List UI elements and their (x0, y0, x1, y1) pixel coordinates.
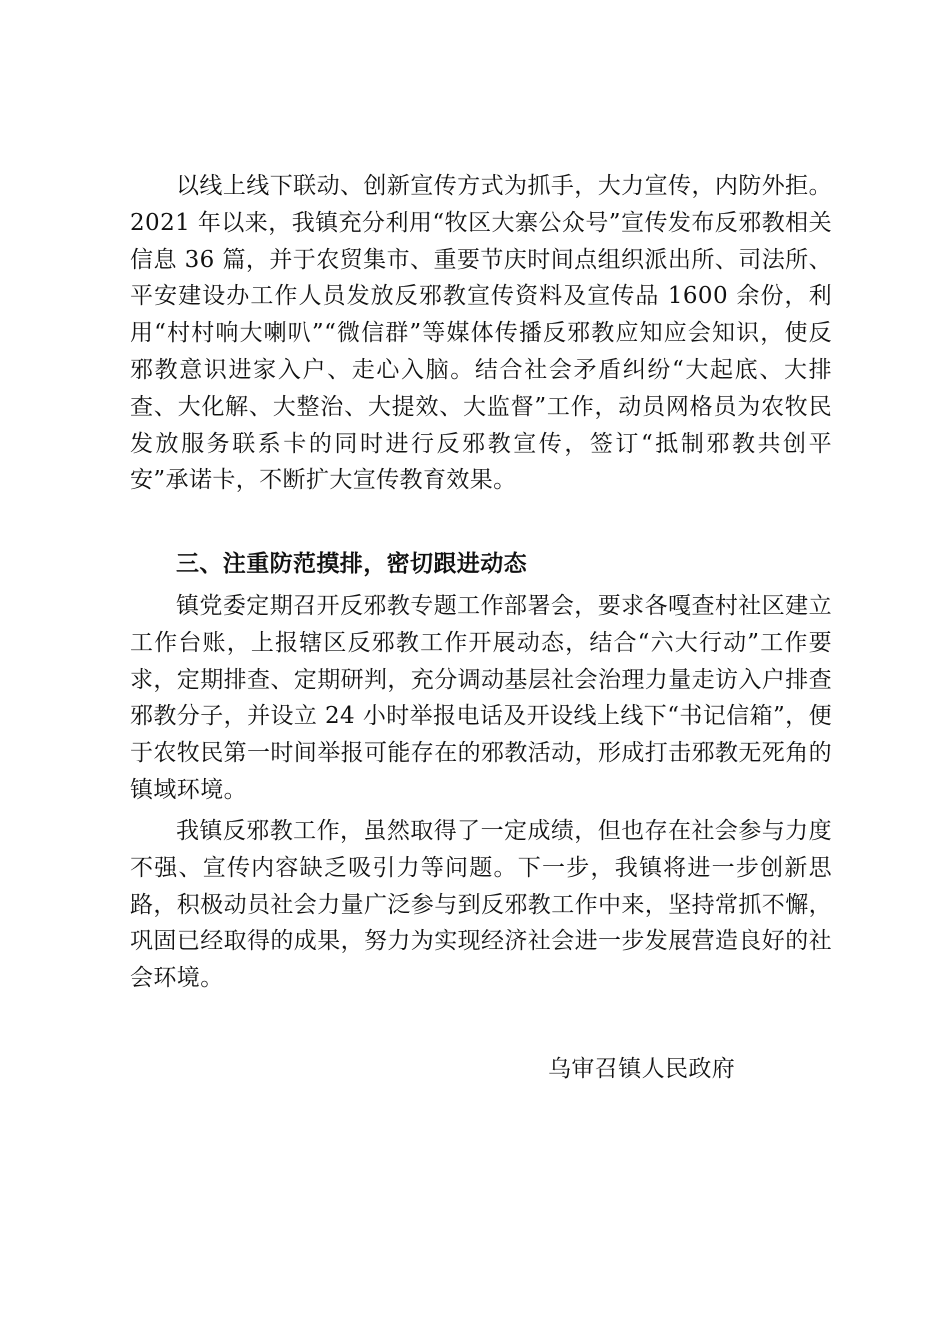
paragraph-text: 以线上线下联动、创新宣传方式为抓手，大力宣传，内防外拒。2021 年以来，我镇充分利用“牧区大寨公众号”宣传发布反邪教相关信息 36 篇，并于农贸集市、重要节庆时间点组织派出所、司法所、平安建设办工作人员发放反邪教宣传资料及宣传品 1600 余份，利用“村村响大喇叭”“微信群”等媒体传播反邪教应知应会知识，使反邪教意识进家入户、走心入脑。结合社会矛盾纠纷“大起底、大排查、大化解、大整治、大提效、大监督”工作，动员网格员为农牧民发放服务联系卡的同时进行反邪教宣传，签订“抵制邪教共创平安”承诺卡，不断扩大宣传教育效果。 (130, 173, 832, 494)
paragraph-text: 镇党委定期召开反邪教专题工作部署会，要求各嘎查村社区建立工作台账，上报辖区反邪教工作开展动态，结合“六大行动”工作要求，定期排查、定期研判，充分调动基层社会治理力量走访入户排查邪教分子，并设立 24 小时举报电话及开设线上线下“书记信箱”，便于农牧民第一时间举报可能存在的邪教活动，形成打击邪教无死角的镇域环境。 (130, 593, 832, 803)
body-paragraph-3 (130, 813, 832, 997)
signature-organization: 乌审召镇人民政府 (548, 1056, 736, 1082)
body-paragraph-1 (130, 168, 832, 499)
body-paragraph-2 (130, 588, 832, 809)
paragraph-text: 我镇反邪教工作，虽然取得了一定成绩，但也存在社会参与力度不强、宣传内容缺乏吸引力等问题。下一步，我镇将进一步创新思路，积极动员社会力量广泛参与到反邪教工作中来，坚持常抓不懈，巩固已经取得的成果，努力为实现经济社会进一步发展营造良好的社会环境。 (130, 818, 832, 992)
section-heading-3: 三、注重防范摸排，密切跟进动态 (176, 551, 527, 577)
